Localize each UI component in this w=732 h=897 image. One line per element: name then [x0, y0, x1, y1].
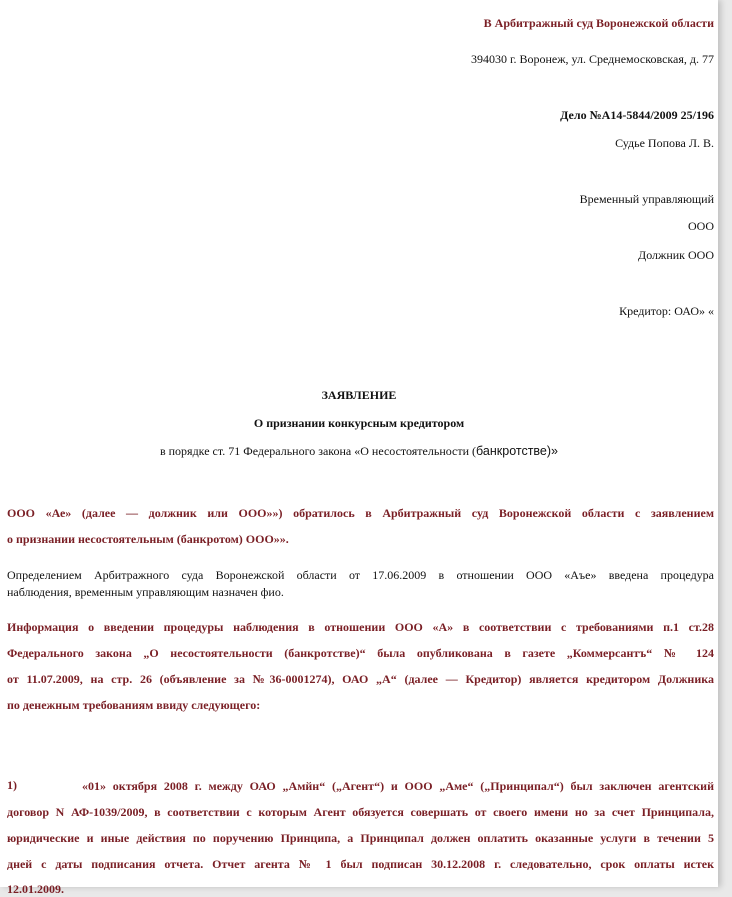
paragraph-4-line: договор N АФ-1039/2009, в соответствии с которым Агент обязуется совершать от своего имени но за счет Принципала, [7, 805, 714, 819]
basis-word: банкротстве [476, 444, 547, 458]
paragraph-3-line: Федерального закона „О несостоятельности (банкротстве)“ была опубликована в газете „Коммерсантъ“ № 124 [7, 646, 714, 660]
paragraph-2-line: наблюдения, временным управляющим назначен фио. [7, 585, 284, 599]
paragraph-3-line: Информация о введении процедуры наблюдения в отношении ООО «А» в соответствии с требованиями п.1 ст.28 [7, 620, 714, 634]
paragraph-4-line: дней с даты подписания отчета. Отчет агента № 1 был подписан 30.12.2008 г. следовательно, срок оплаты истек [7, 857, 714, 871]
case-number: Дело №А14-5844/2009 25/196 [560, 108, 714, 122]
paragraph-3-line: по денежным требованиям ввиду следующего: [7, 698, 261, 712]
debtor-label: Должник ООО [638, 248, 714, 262]
paragraph-1-line: о признании несостоятельным (банкротом) ООО»». [7, 532, 289, 546]
basis-prefix: в порядке ст. 71 Федерального закона «О несостоятельности ( [159, 444, 477, 458]
paragraph-1-line: ООО «Ае» (далее — должник или ООО»») обратилось в Арбитражный суд Воронежской области с заявлением [7, 506, 714, 520]
item-number: 1) [7, 778, 17, 792]
paragraph-2-line: Определением Арбитражного суда Воронежской области от 17.06.2009 в отношении ООО «Аъе» введена процедура [7, 568, 714, 582]
court-address: 394030 г. Воронеж, ул. Среднемосковская, д. 77 [470, 52, 714, 66]
document-subtitle: О признании конкурсным кредитором [253, 416, 465, 430]
judge-name: Судье Попова Л. В. [615, 136, 714, 150]
court-name: В Арбитражный суд Воронежской области [483, 16, 714, 30]
document-basis [0, 444, 718, 459]
creditor-label: Кредитор: ОАО» « [619, 304, 714, 318]
basis-suffix: )» [546, 444, 559, 458]
paragraph-4-line: юридические и иные действия по поручению Принципа, а Принципал должен оплатить оказанные услуги в течении 5 [7, 831, 714, 845]
paragraph-3-line: от 11.07.2009, на стр. 26 (объявление за №36-0001274), ОАО „А“ (далее — Кредитор) является кредитором Должника [7, 672, 714, 686]
temporary-manager-org: ООО [688, 219, 714, 233]
document-title: ЗАЯВЛЕНИЕ [321, 388, 397, 402]
paragraph-4-line: 12.01.2009. [7, 882, 64, 896]
temporary-manager-label: Временный управляющий [579, 192, 714, 206]
paragraph-4-line: «01» октября 2008 г. между ОАО „Амйн“ („Агент“) и ООО „Аме“ („Принципал“) был заключен агентский [82, 779, 714, 793]
